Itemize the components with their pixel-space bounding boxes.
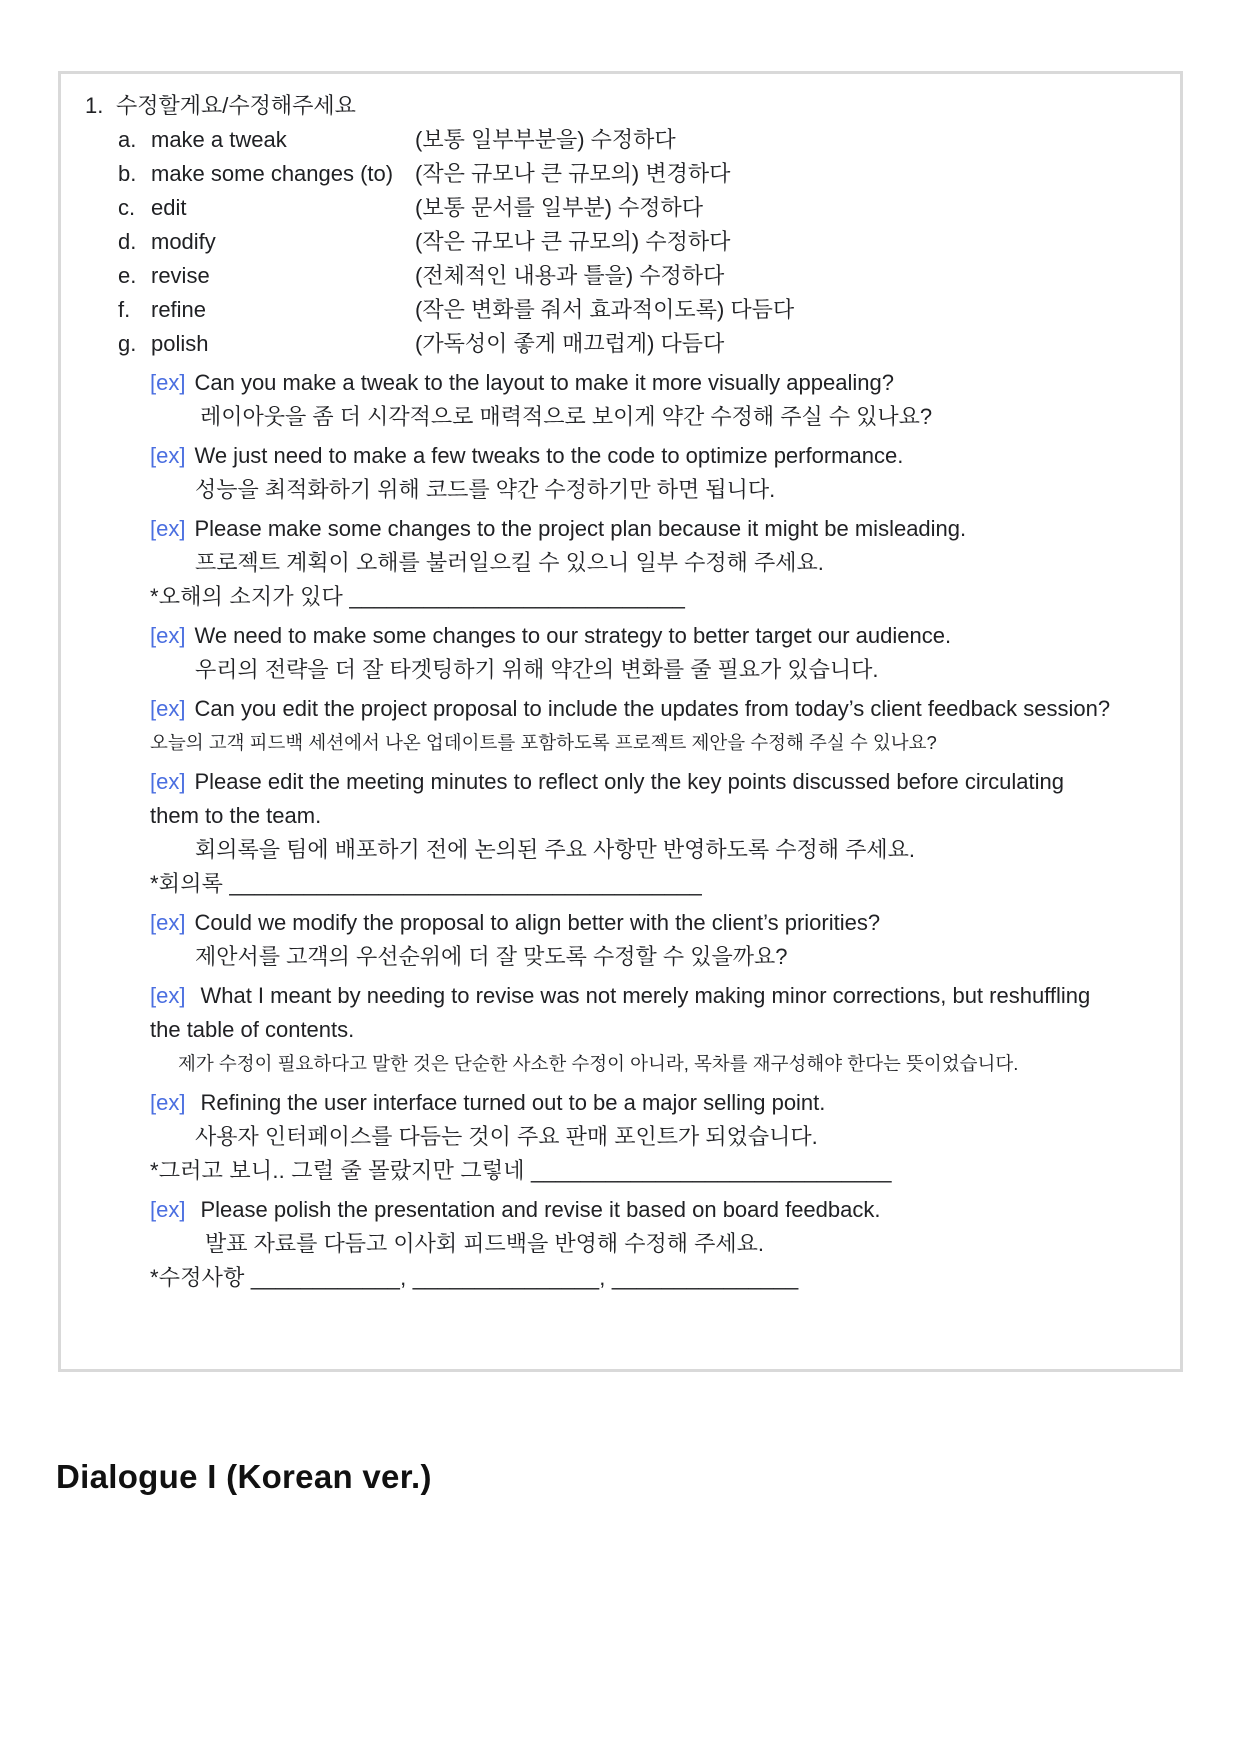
term-definition-korean: (작은 규모나 큰 규모의) 수정하다: [415, 229, 731, 254]
example-english-line: [150, 439, 1115, 473]
vocab-box: [58, 71, 1183, 1372]
term-english: edit: [151, 195, 187, 220]
example-english-text: We just need to make a few tweaks to the code to optimize performance.: [194, 443, 904, 468]
ex-tag: [ex]: [150, 983, 186, 1008]
example-korean-translation: 프로젝트 계획이 오해를 불러일으킬 수 있으니 일부 수정해 주세요.: [195, 550, 824, 575]
term-definition-korean: (보통 일부부분을) 수정하다: [415, 127, 676, 152]
vocabulary-note: *오해의 소지가 있다 ___________________________: [150, 584, 686, 609]
example-english-line: [150, 1193, 1115, 1227]
term-definition-korean: (보통 문서를 일부분) 수정하다: [415, 195, 704, 220]
term-definition-korean: (작은 변화를 줘서 효과적이도록) 다듬다: [415, 297, 795, 322]
term-letter: a.: [118, 127, 137, 152]
vocab-title: 수정할게요/수정해주세요: [116, 93, 356, 118]
vocabulary-note: *회의록 ______________________________________: [150, 871, 702, 896]
term-definition-korean: (가독성이 좋게 매끄럽게) 다듬다: [415, 331, 725, 356]
ex-tag: [ex]: [150, 623, 186, 648]
ex-tag: [ex]: [150, 769, 186, 794]
list-number: 1.: [85, 93, 104, 118]
example-english-text: Please make some changes to the project plan because it might be misleading.: [194, 516, 967, 541]
example-english-line: [150, 765, 1115, 833]
vocab-term-row: [118, 191, 1180, 225]
example-english-text: Could we modify the proposal to align better with the client’s priorities?: [194, 910, 881, 935]
example-block: [150, 1086, 1115, 1188]
term-letter: f.: [118, 297, 131, 322]
example-english-text: Refining the user interface turned out to be a major selling point.: [200, 1090, 826, 1115]
example-korean-translation: 성능을 최적화하기 위해 코드를 약간 수정하기만 하면 됩니다.: [195, 477, 776, 502]
example-english-text: We need to make some changes to our strategy to better target our audience.: [194, 623, 952, 648]
term-english: modify: [151, 229, 216, 254]
example-english-line: [150, 366, 1115, 400]
term-letter: d.: [118, 229, 137, 254]
vocab-term-row: [118, 259, 1180, 293]
example-korean-translation: 우리의 전략을 더 잘 타겟팅하기 위해 약간의 변화를 줄 필요가 있습니다.: [195, 657, 879, 682]
example-english-text: Can you make a tweak to the layout to make it more visually appealing?: [194, 370, 894, 395]
example-block: [150, 979, 1115, 1081]
term-letter: e.: [118, 263, 137, 288]
example-korean-translation: 제안서를 고객의 우선순위에 더 잘 맞도록 수정할 수 있을까요?: [195, 944, 788, 969]
vocabulary-note: *그러고 보니.. 그럴 줄 몰랐지만 그렇네 _____________________________: [150, 1158, 892, 1183]
dialogue-heading: Dialogue I (Korean ver.): [56, 1458, 432, 1495]
ex-tag: [ex]: [150, 910, 186, 935]
example-korean-translation: 사용자 인터페이스를 다듬는 것이 주요 판매 포인트가 되었습니다.: [195, 1124, 818, 1149]
example-english-text: Please edit the meeting minutes to reflect only the key points discussed before circulating them to the team.: [150, 769, 1064, 828]
vocab-title-row: [85, 89, 1180, 123]
example-english-text: What I meant by needing to revise was not merely making minor corrections, but reshuffling the table of contents.: [150, 983, 1091, 1042]
vocabulary-note: *수정사항 ____________, _______________, _______________: [150, 1265, 799, 1290]
term-english: polish: [151, 331, 209, 356]
ex-tag: [ex]: [150, 1090, 186, 1115]
example-english-line: [150, 692, 1115, 726]
example-english-line: [150, 1086, 1115, 1120]
example-korean-translation: 회의록을 팀에 배포하기 전에 논의된 주요 사항만 반영하도록 수정해 주세요.: [195, 837, 915, 862]
example-block: [150, 512, 1115, 614]
ex-tag: [ex]: [150, 1197, 186, 1222]
example-list: [61, 366, 1180, 1295]
vocab-term-row: [118, 327, 1180, 361]
example-block: [150, 692, 1115, 760]
term-definition-korean: (전체적인 내용과 틀을) 수정하다: [415, 263, 725, 288]
example-block: [150, 366, 1115, 434]
term-english: make a tweak: [151, 127, 287, 152]
term-english: revise: [151, 263, 210, 288]
example-korean-translation: 오늘의 고객 피드백 세션에서 나온 업데이트를 포함하도록 프로젝트 제안을 수정해 주실 수 있나요?: [150, 732, 937, 753]
example-english-line: [150, 906, 1115, 940]
example-english-line: [150, 619, 1115, 653]
ex-tag: [ex]: [150, 696, 186, 721]
example-korean-translation: 제가 수정이 필요하다고 말한 것은 단순한 사소한 수정이 아니라, 목차를 재구성해야 한다는 뜻이었습니다.: [178, 1053, 1019, 1074]
example-korean-translation: 발표 자료를 다듬고 이사회 피드백을 반영해 수정해 주세요.: [205, 1231, 764, 1256]
example-block: [150, 619, 1115, 687]
example-block: [150, 439, 1115, 507]
example-block: [150, 1193, 1115, 1295]
term-letter: c.: [118, 195, 136, 220]
vocab-term-list: [61, 123, 1180, 361]
term-letter: g.: [118, 331, 137, 356]
example-korean-translation: 레이아웃을 좀 더 시각적으로 매력적으로 보이게 약간 수정해 주실 수 있나요?: [200, 404, 933, 429]
example-block: [150, 765, 1115, 901]
example-english-text: Can you edit the project proposal to include the updates from today’s client feedback session?: [194, 696, 1111, 721]
example-english-line: [150, 512, 1115, 546]
vocab-term-row: [118, 123, 1180, 157]
term-definition-korean: (작은 규모나 큰 규모의) 변경하다: [415, 161, 731, 186]
ex-tag: [ex]: [150, 443, 186, 468]
example-english-text: Please polish the presentation and revise it based on board feedback.: [200, 1197, 881, 1222]
ex-tag: [ex]: [150, 516, 186, 541]
example-block: [150, 906, 1115, 974]
vocab-term-row: [118, 293, 1180, 327]
vocab-term-row: [118, 225, 1180, 259]
term-english: make some changes (to): [151, 161, 394, 186]
term-english: refine: [151, 297, 207, 322]
vocab-term-row: [118, 157, 1180, 191]
term-letter: b.: [118, 161, 137, 186]
ex-tag: [ex]: [150, 370, 186, 395]
example-english-line: [150, 979, 1115, 1047]
